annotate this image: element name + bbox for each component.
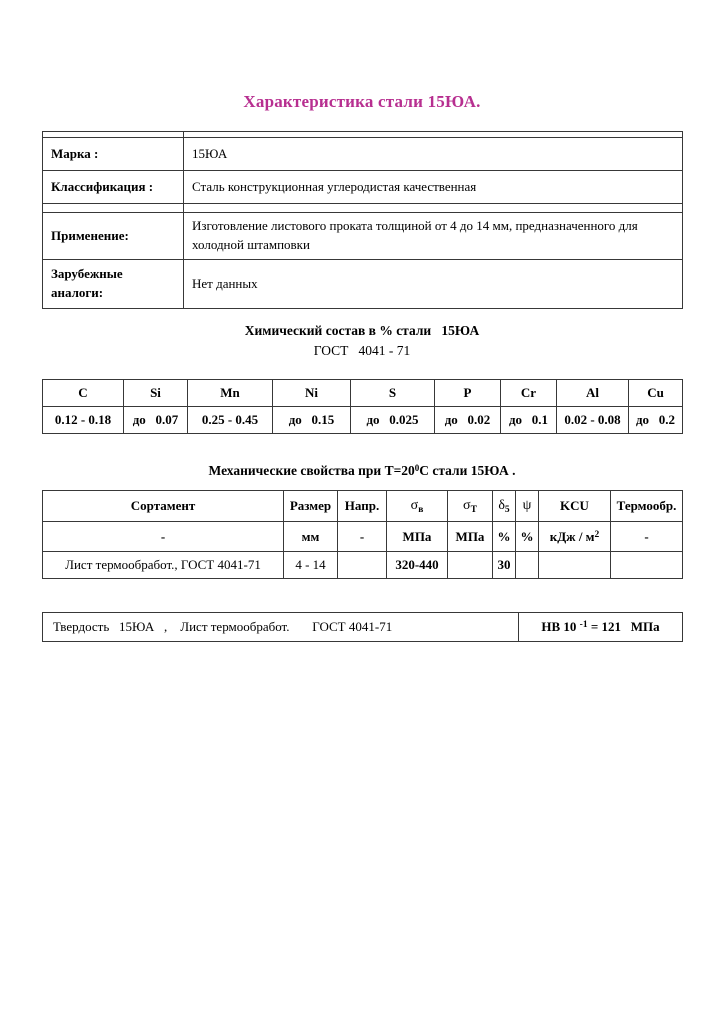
mech-value-sigma-t [448,552,493,579]
mech-header-razmer: Размер [284,491,338,522]
mech-value-sortament: Лист термообработ., ГОСТ 4041-71 [43,552,284,579]
application-value: Изготовление листового проката толщиной от 4 до 14 мм, предназначенного для холодной штамповки [184,213,683,260]
mech-value-delta-5: 30 [493,552,516,579]
chem-section-subtitle: ГОСТ 4041 - 71 [313,343,411,359]
mech-title-sup: 0 [414,463,420,473]
info-row-mark [43,138,683,171]
mech-title-prefix: Механические свойства при Т=20 [208,463,415,478]
chem-value-c: 0.12 - 0.18 [43,407,124,434]
mech-header-row [43,491,683,522]
chem-value-s: до 0.025 [351,407,435,434]
classification-label: Классификация : [43,171,184,204]
info-row-foreign-analogs [43,260,683,309]
mech-header-termoobr: Термообр. [611,491,683,522]
foreign-analogs-label: Зарубежные аналоги: [43,260,184,309]
hardness-table [42,612,683,642]
mech-unit-psi: % [516,522,539,552]
chem-header-al: Al [557,380,629,407]
info-row-classification [43,171,683,204]
mech-header-psi: ψ [516,491,539,522]
chem-value-si: до 0.07 [124,407,188,434]
chem-table [42,379,683,434]
chem-values-row [43,407,683,434]
mech-section-heading [0,461,724,481]
mech-table [42,490,683,579]
hardness-description: Твердость 15ЮА , Лист термообработ. ГОСТ 4041-71 [43,613,519,642]
chem-section-title: Химический состав в % стали 15ЮА [244,323,480,338]
chem-header-cr: Cr [501,380,557,407]
hardness-row [43,613,683,642]
mech-header-kcu: KCU [539,491,611,522]
chem-value-cr: до 0.1 [501,407,557,434]
chem-value-cu: до 0.2 [629,407,683,434]
mech-section-title [0,461,724,481]
chem-header-c: C [43,380,124,407]
classification-value: Сталь конструкционная углеродистая качественная [184,171,683,204]
mech-value-sigma-v: 320-440 [387,552,448,579]
mech-value-termoobr [611,552,683,579]
mech-header-sortament: Сортамент [43,491,284,522]
mech-header-napr: Напр. [338,491,387,522]
mech-value-razmer: 4 - 14 [284,552,338,579]
info-spacer-row [43,204,683,213]
mech-title-suffix: С стали 15ЮА . [419,463,516,478]
mech-header-delta-5: $\delta_5$ [493,491,516,522]
mech-unit-razmer: мм [284,522,338,552]
mech-unit-sigma-t: МПа [448,522,493,552]
chem-value-al: 0.02 - 0.08 [557,407,629,434]
chem-value-mn: 0.25 - 0.45 [188,407,273,434]
mech-value-kcu [539,552,611,579]
mech-unit-sigma-v: МПа [387,522,448,552]
info-table [42,131,683,309]
chem-header-ni: Ni [273,380,351,407]
chem-header-mn: Mn [188,380,273,407]
mech-value-napr [338,552,387,579]
mech-units-row [43,522,683,552]
chem-header-si: Si [124,380,188,407]
chem-header-p: P [435,380,501,407]
mech-data-row [43,552,683,579]
chem-header-s: S [351,380,435,407]
foreign-analogs-value: Нет данных [184,260,683,309]
mech-header-sigma-t: $\sigma_Т$ [448,491,493,522]
mech-unit-sortament: - [43,522,284,552]
chem-value-p: до 0.02 [435,407,501,434]
mech-unit-delta-5: % [493,522,516,552]
chem-header-row [43,380,683,407]
mech-unit-napr: - [338,522,387,552]
hardness-value: НВ 10 $^{-1}$ = 121 МПа [519,613,683,642]
chem-section-heading [0,321,724,362]
info-row-application [43,213,683,260]
mech-unit-termoobr: - [611,522,683,552]
mark-label: Марка : [43,138,184,171]
chem-value-ni: до 0.15 [273,407,351,434]
mech-unit-kcu: кДж / $м^2$ [539,522,611,552]
page-title: Характеристика стали 15ЮА. [243,92,481,111]
chem-header-cu: Cu [629,380,683,407]
mark-value: 15ЮА [184,138,683,171]
mech-value-psi [516,552,539,579]
application-label: Применение: [43,213,184,260]
mech-header-sigma-v: $\sigma_в$ [387,491,448,522]
